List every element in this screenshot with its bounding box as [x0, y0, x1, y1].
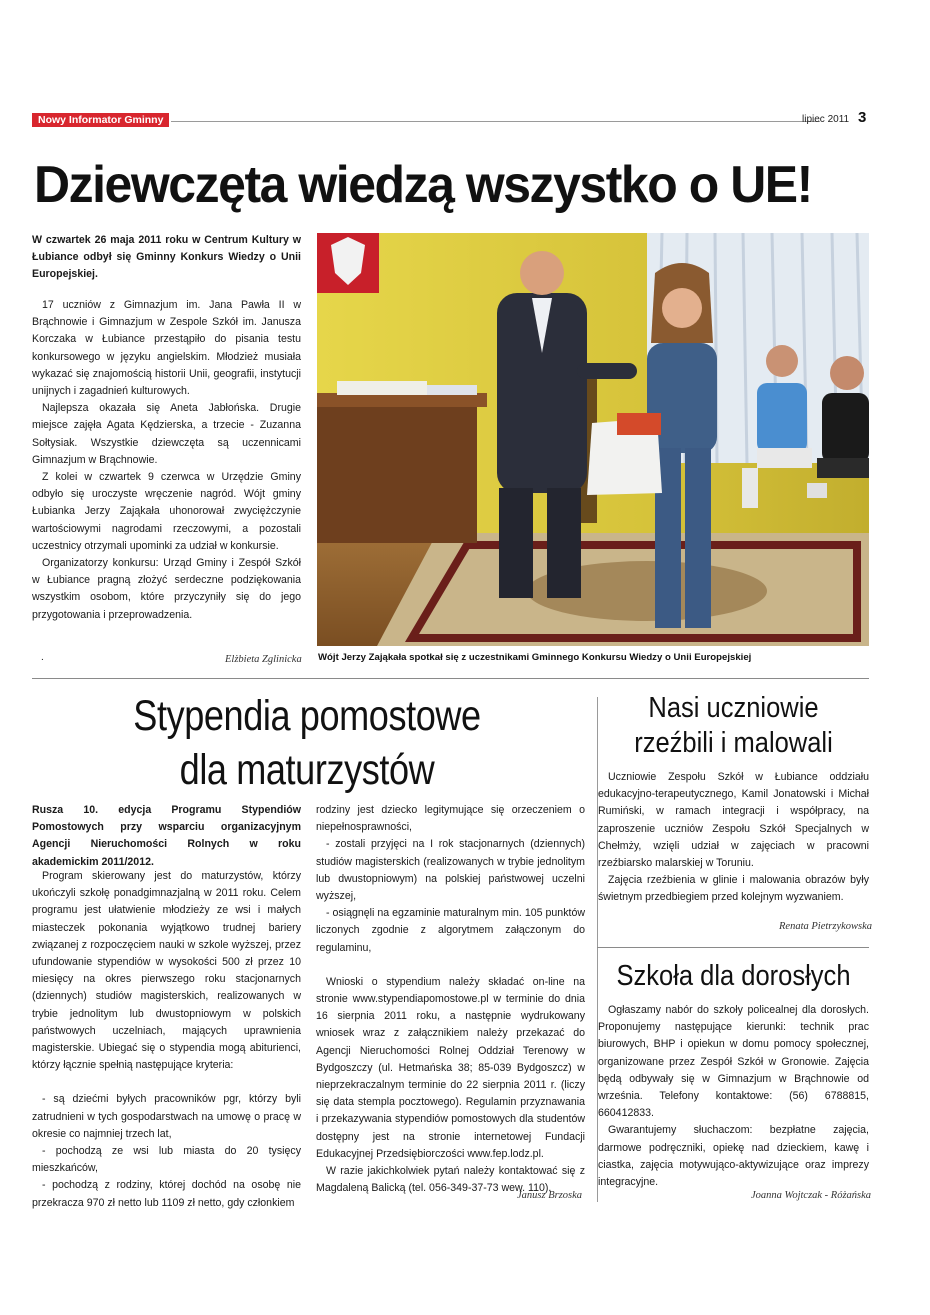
article1-author: Elżbieta Zglinicka [225, 654, 302, 665]
issue-date: lipiec 2011 [802, 114, 850, 125]
photo-illustration [317, 233, 869, 646]
article2-headline-line2: dla maturzystów [179, 746, 435, 794]
article1-paragraph: Z kolei w czwartek 9 czerwca w Urzędzie Gminy odbyło się uroczyste wręczenie nagród. Wójt gminy Łubianka Jerzy Zająkała uhonorował zwyciężczynie wartościowymi nagrodami rzeczowymi, a pozostali uczestnicy otrzymali upominki za udział w konkursie. [32, 471, 301, 552]
article1-photo [317, 233, 869, 646]
article1-lead [32, 232, 301, 283]
stray-mark: . [41, 652, 44, 663]
article2-paragraph: Wnioski o stypendium należy składać on-line na stronie www.stypendiapomostowe.pl w terminie do dnia 16 sierpnia 2011 roku, a następnie wydrukowany wniosek wraz z załącznikiem należy przekazać do Agencji Nieruchomości Rolnej Oddział Terenowy w Bydgoszczy (ul. Hetmańska 38; 85-039 Bydgoszcz) w nieprzekraczalnym terminie do 22 sierpnia 2011 r. (liczy się data stempla pocztowego). Regulamin przyznawania i przekazywania stypendiów pomostowych dla studentów dostępny jest na stronie internetowej Fundacji Edukacyjnej Przedsiębiorczości www.fep.lodz.pl. [316, 975, 585, 1160]
main-headline: Dziewczęta wiedzą wszystko o UE! [34, 156, 812, 214]
article2-column-right [316, 802, 585, 1197]
article2-headline-line1: Stypendia pomostowe [133, 692, 481, 740]
article3-headline-line2: rzeźbili i malowali [634, 727, 833, 759]
article1-body [32, 297, 301, 624]
article1-paragraph: Organizatorzy konkursu: Urząd Gminy i Zespół Szkół w Łubiance pragną złożyć serdeczne podziękowania wszystkim osobom, które przyczyniły się do jego przygotowania i przeprowadzenia. [32, 557, 301, 621]
article2-headline [76, 689, 538, 797]
article2-criterion: - pochodzą z rodziny, której dochód na osobę nie przekracza 970 zł netto lub 1109 zł netto, gdy członkiem [32, 1179, 301, 1209]
article2-lead-text: Rusza 10. edycja Programu Stypendiów Pomostowych przy wsparciu organizacyjnym Agencji Nieruchomości Rolnych w roku akademickim 2011/2012. [32, 804, 301, 868]
header-rule [171, 121, 820, 122]
article2-paragraph: W razie jakichkolwiek pytań należy kontaktować się z Magdaleną Balicką (tel. 056-349-37-73 wew. 110). [316, 1165, 585, 1195]
article3-headline [614, 691, 852, 761]
article2-lead [32, 802, 301, 871]
article4-paragraph: Gwarantujemy słuchaczom: bezpłatne zajęcia, darmowe podręczniki, opiekę nad dzieckiem, kawę i ciastka, zajęcia motywująco-aktywizujące oraz imprezy integracyjne. [598, 1124, 869, 1189]
article1-paragraph: 17 uczniów z Gimnazjum im. Jana Pawła II w Brąchnowie i Gimnazjum w Zespole Szkół im. Janusza Korczaka w Łubiance przestąpiło do pisania testu konkursowego w języku angielskim. Młodzież musiała wykazać się znajomością historii Unii, geografii, instytucji unijnych i zagadnień kulturowych. [32, 299, 301, 398]
article3-body [598, 769, 869, 907]
newspaper-name-badge: Nowy Informator Gminny [32, 113, 169, 127]
article3-paragraph: Zajęcia rzeźbienia w glinie i malowania obrazów były świetnym przedbiegiem przed kolejnym wyzwaniem. [598, 874, 869, 904]
article2-criterion: - są dziećmi byłych pracowników pgr, którzy byli zatrudnieni w tych gospodarstwach na umowę o pracę w okresie co najmniej trzech lat, [32, 1093, 301, 1140]
article2-criterion: - osiągnęli na egzaminie maturalnym min. 105 punktów liczonych zgodnie z algorytmem załączonym do regulaminu, [316, 907, 585, 954]
article2-criterion: - zostali przyjęci na I rok stacjonarnych (dziennych) studiów magisterskich (realizowanych w trybie jednolitym lub dwustopniowym) na polskiej państwowej uczelni wyższej, [316, 838, 585, 903]
article4-author: Joanna Wojtczak - Różańska [751, 1190, 872, 1201]
article1-paragraph: Najlepsza okazała się Aneta Jabłońska. Drugie miejsce zajęła Agata Kędzierska, a trzecie - Zuzanna Sołtysiak. Wszystkie dziewczęta są uczennicami Gimnazjum w Brąchnowie. [32, 402, 301, 466]
article3-headline-line1: Nasi uczniowie [648, 692, 819, 724]
article4-headline: Szkoła dla dorosłych [616, 960, 851, 992]
article2-paragraph: Program skierowany jest do maturzystów, którzy ukończyli szkołę ponadgimnazjalną w 2011 roku. Celem programu jest ułatwienie młodzieży ze wsi i małych miasteczek pokonania wyjątkowo trudnej bariery związanej z rozpoczęciem nauki w szkole wyższej, przez ufundowanie stypendiów w wysokości 500 zł przez 10 miesięcy na okres pierwszego roku stacjonarnych (dziennych) studiów magisterskich, realizowanych w trybie jednolitym lub dwustopniowym w polskich państwowych uczelniach, mających uprawnienia magisterskie. Ubiegać się o stypendia mogą abiturienci, którzy łącznie spełnią następujące kryteria: [32, 870, 301, 1072]
article4-body [598, 1002, 869, 1191]
article4-paragraph: Ogłaszamy nabór do szkoły policealnej dla dorosłych. Proponujemy następujące kierunki: technik prac biurowych, BHP i opiekun w domu pomocy społecznej, organizowane przez Zespół Szkół w Gronowie. Zajęcia będą odbywały się w Gimnazjum w Brąchnowie od września. Telefony kontaktowe: (56) 6788815, 660412833. [598, 1004, 869, 1120]
section-divider [32, 678, 869, 679]
page-number: 3 [858, 109, 867, 126]
article2-criterion: - pochodzą ze wsi lub miasta do 20 tysięcy mieszkańców, [32, 1145, 301, 1175]
article3-author: Renata Pietrzykowska [779, 921, 873, 932]
article2-column-left [32, 868, 301, 1212]
photo-caption: Wójt Jerzy Zająkała spotkał się z uczestnikami Gminnego Konkursu Wiedzy o Unii Europejskiej [318, 652, 752, 663]
article1-lead-text: W czwartek 26 maja 2011 roku w Centrum Kultury w Łubiance odbył się Gminny Konkurs Wiedzy o Unii Europejskiej. [32, 234, 301, 280]
right-column-divider [597, 947, 869, 948]
article3-paragraph: Uczniowie Zespołu Szkół w Łubiance oddziału edukacyjno-terapeutycznego, Kamil Jonatowski i Michał Rumiński, w ramach integracji i współpracy, na zaproszenie uczniów Zespołu Szkół Specjalnych w Chełmży, wzięli udział w zajęciach w pracowni rzeźbiarsko malarskiej w Toruniu. [598, 771, 869, 870]
article2-author: Janusz Brzoska [517, 1190, 583, 1201]
article2-paragraph: rodziny jest dziecko legitymujące się orzeczeniem o niepełnosprawności, [316, 804, 585, 834]
